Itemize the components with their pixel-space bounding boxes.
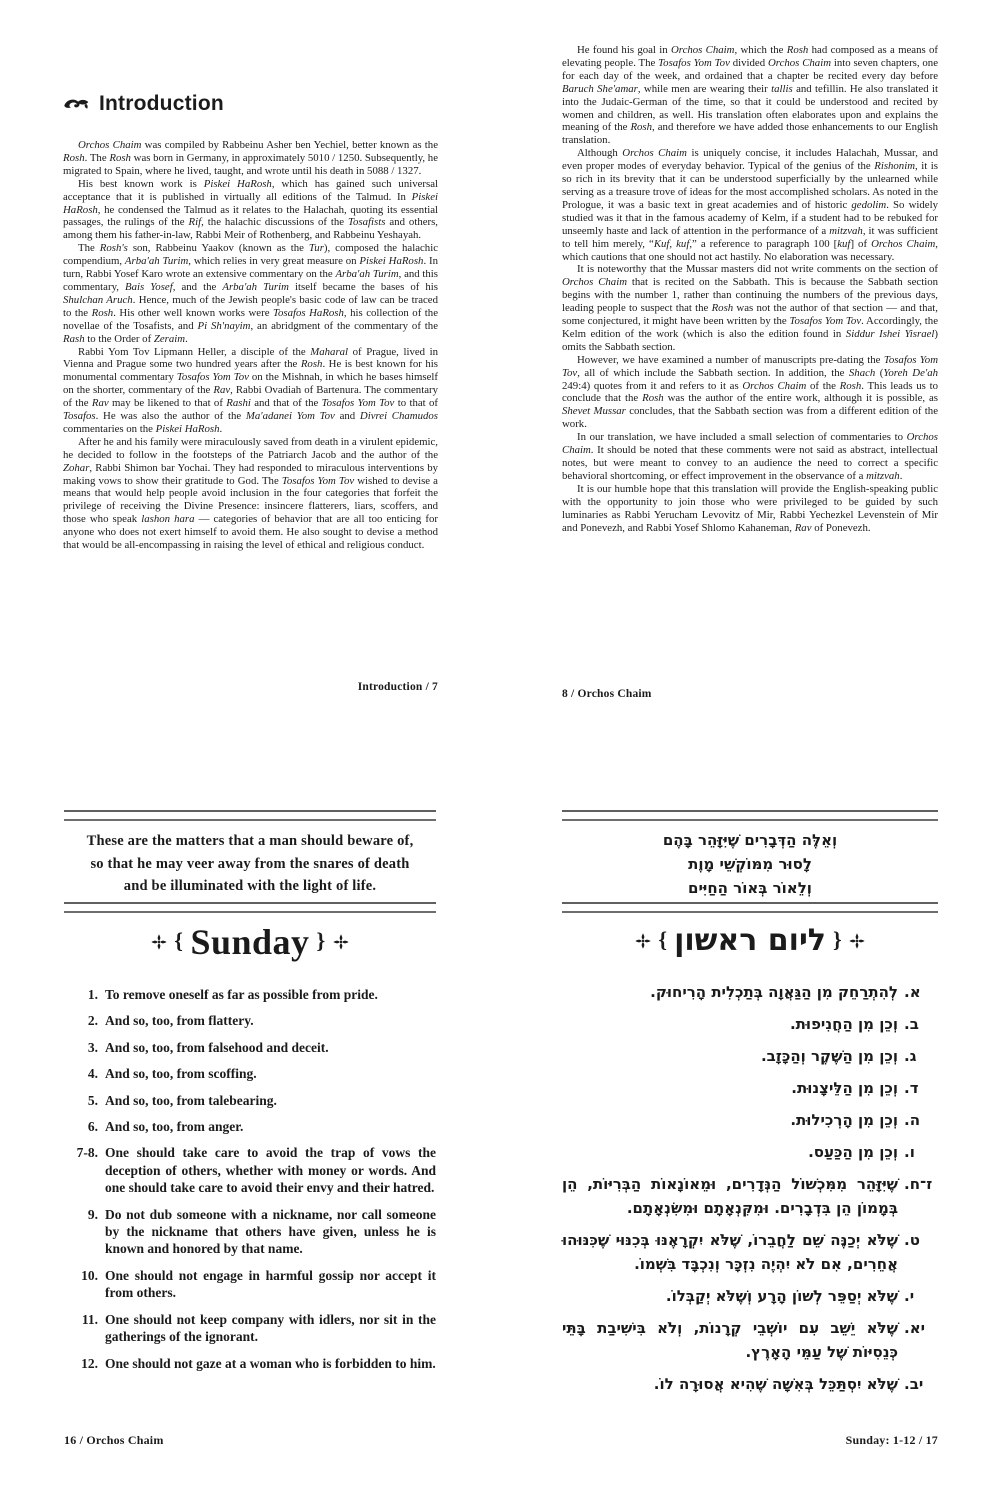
- page-title: Introduction: [99, 92, 224, 115]
- page-footer-16: 16 / Orchos Chaim: [64, 1433, 164, 1447]
- paragraph: Although Orchos Chaim is uniquely concise, it includes Halachah, Mussar, and even proper modes of everyday behavior. Typical of the genius of the Rishonim, it is so rich in its brevity that it can be understood superficially by the unlearned while serving as a treasure trove of ideas for the most accomplished scholars. As noted in the Prologue, it was a basic text in great academies and of historic gedolim. So widely studied was it that in the famous academy of Kelm, if a student had to be rebuked for unseemly haste and lack of attention in the performance of a mitzvah, it was sufficient to tell him merely, “Kuf, kuf,” a reference to paragraph 100 [kuf] of Orchos Chaim, which cautions that one should not act hastily. No elaboration was necessary.: [562, 147, 939, 263]
- heading-brace-left: {: [174, 928, 184, 953]
- item-number: יא.: [904, 1319, 926, 1337]
- item-number: 2.: [87, 1013, 98, 1029]
- fleuron-icon: [635, 933, 651, 949]
- item-text: וְכֵן מִן הַשֶּׁקֶר וְהַכָּזָב.: [760, 1047, 898, 1065]
- epigraph-hebrew: [562, 828, 938, 900]
- list-item: [64, 1039, 436, 1056]
- item-text: שֶׁלֹּא יְכַנֶּה שֵׁם לַחֲבֵרוֹ, שֶׁלֹּא יִקְרָאֶנּוּ בְּכִנּוּי שֶׁכִּנּוּהוּ אֲחֵרִים, אִם לֹא יִהְיֶה נִזְכָּר וְנִכְבָּד בִּשְׁמוֹ.: [562, 1231, 898, 1273]
- item-number: א.: [904, 983, 921, 1001]
- item-text: One should not gaze at a woman who is forbidden to him.: [105, 1355, 436, 1371]
- list-item: [562, 1284, 938, 1308]
- list-item: [562, 1228, 938, 1276]
- item-text: וְכֵן מִן הָרְכִילוּת.: [790, 1111, 898, 1129]
- item-number: ג.: [904, 1047, 917, 1065]
- epigraph-english: [64, 830, 436, 898]
- item-number: 12.: [81, 1355, 98, 1371]
- list-item: [562, 1044, 938, 1068]
- list-item: [64, 1267, 436, 1302]
- item-text: וְכֵן מִן הַלֵּיצָנוּת.: [791, 1079, 898, 1097]
- item-text: Do not dub someone with a nickname, nor call someone by the nickname that others have given, unless he is known and honored by that name.: [105, 1206, 436, 1257]
- epigraph-line: וְאֵלֶּה הַדְּבָרִים שֶׁיִּזָּהֵר בָּהֶם: [662, 831, 838, 849]
- fleuron-icon: [849, 933, 865, 949]
- paragraph: However, we have examined a number of manuscripts pre-dating the Tosafos Yom Tov, all of which include the Sabbath section. In addition, the Shach (Yoreh De'ah 249:4) quotes from it and refers to it as Orchos Chaim of the Rosh. This leads us to conclude that the Rosh was the author of the entire work, although it is possible, as Shevet Mussar concludes, that the Sabbath section was from a different edition of the work.: [562, 353, 938, 431]
- item-text: וְכֵן מִן הַחֲנִיפוּת.: [789, 1015, 898, 1033]
- yom-rishon-heading-text: ליום ראשון: [674, 923, 826, 958]
- item-number: ט.: [904, 1231, 920, 1249]
- sunday-list-english: [64, 986, 436, 1381]
- page-footer-8: 8 / Orchos Chaim: [562, 688, 652, 700]
- item-number: 7-8.: [76, 1145, 98, 1161]
- item-text: שֶׁלֹּא יֵשֵׁב עִם יוֹשְׁבֵי קְרָנוֹת, וְלֹא בִּישִׁיבַת בָּתֵּי כְּנֵסִיּוֹת שֶׁל עַמֵּי הָאָרֶץ.: [562, 1319, 898, 1361]
- paragraph: It is noteworthy that the Mussar masters did not write comments on the section of Orchos Chaim that is recited on the Sabbath. This is because the Sabbath section begins with the number 1, rather than continuing the numbers of the previous days, leading people to suspect that the Rosh was not the author of that section — and that, some conjectured, it might have been written by the Tosafos Yom Tov. Accordingly, the Kelm edition of the work (which is also the edition found in Siddur Ishei Yisrael) omits the Sabbath section.: [562, 263, 939, 353]
- intro-page: [63, 92, 438, 552]
- item-number: 6.: [87, 1119, 98, 1135]
- item-number: יב.: [904, 1375, 924, 1393]
- item-number: 10.: [81, 1267, 98, 1283]
- leaf-scroll-ornament-icon: [63, 97, 90, 112]
- item-text: וְכֵן מִן הַכַּעַס.: [808, 1143, 898, 1161]
- sunday-heading-text: Sunday: [190, 922, 310, 962]
- item-number: 11.: [81, 1311, 98, 1327]
- epigraph-line: and be illuminated with the light of life.: [123, 878, 377, 894]
- intro-heading: [63, 92, 438, 116]
- list-item: [562, 980, 938, 1004]
- item-number: ב.: [904, 1015, 919, 1033]
- paragraph: He found his goal in Orchos Chaim, which the Rosh had composed as a means of elevating people. The Tosafos Yom Tov divided Orchos Chaim into seven chapters, one for each day of the week, and ordained that a chapter be recited every day before Baruch She'amar, while men are wearing their tallis and tefillin. He also translated it into the Judaic-German of the time, so that it could be understood and recited by women and children, as well. His translation often elaborates upon and explains the meaning of the Rosh, and therefore we have added those enhancements to our English translation.: [562, 44, 938, 147]
- paragraph: The Rosh's son, Rabbeinu Yaakov (known as the Tur), composed the halachic compendium, Arba'ah Turim, which relies in very great measure on Piskei HaRosh. In turn, Rabbi Yosef Karo wrote an extensive commentary on the Arba'ah Turim, and this commentary, Bais Yosef, and the Arba'ah Turim itself became the bases of his Shulchan Aruch. Hence, much of the Jewish people's basic code of law can be traced to the Rosh. His other well known works were Tosafos HaRosh, his collection of the novellae of the Tosafists, and Pi Sh'nayim, an abridgment of the commentary of the Rash to the Order of Zeraim.: [63, 242, 439, 345]
- item-text: To remove oneself as far as possible from pride.: [105, 987, 378, 1002]
- item-text: And so, too, from talebearing.: [105, 1092, 277, 1108]
- item-number: 1.: [87, 987, 98, 1002]
- item-text: And so, too, from falsehood and deceit.: [105, 1039, 329, 1055]
- double-rule: [64, 810, 436, 821]
- item-text: שֶׁיִּזָּהֵר מִמִּכְשׁוֹל הַנְּדָרִים, וּמֵאוֹנָאוֹת הַבְּרִיּוֹת, הֵן בְּמָמוֹן הֵן בִּדְבָרִים. וּמִקִּנְאָתָם וּמִשִּׂנְאָתָם.: [562, 1175, 898, 1217]
- paragraph: In our translation, we have included a small selection of commentaries to Orchos Chaim. It should be noted that these comments were not said as abstract, intellectual notes, but were meant to convey to an audience the need to correct a specific behavioral shortcoming, or effect improvement in the observance of a mitzvah.: [562, 431, 938, 482]
- sunday-list-hebrew: [562, 980, 938, 1404]
- item-number: ד.: [904, 1079, 919, 1097]
- page-footer-17: Sunday: 1-12 / 17: [845, 1433, 938, 1447]
- item-text: לְהִתְרַחֵק מִן הַגַּאֲוָה בְּתַכְלִית הָרִיחוּק.: [650, 983, 898, 1001]
- item-number: 3.: [87, 1039, 98, 1055]
- orchos-chaim-page-8: [562, 44, 938, 534]
- list-item: [64, 1065, 436, 1082]
- intro-body: [63, 139, 438, 552]
- paragraph: It is our humble hope that this translation will provide the English-speaking public with the opportunity to join those who were privileged to be guided by such luminaries as Rabbi Yerucham Levovitz of Mir, Rabbi Yechezkel Levenstein of Mir and Ponevezh, and Rabbi Yosef Shlomo Kahaneman, Rav of Ponevezh.: [562, 482, 938, 534]
- item-text: One should not keep company with idlers, nor sit in the gatherings of the ignorant.: [105, 1311, 436, 1345]
- list-item: [64, 1355, 436, 1372]
- list-item: [64, 1144, 436, 1196]
- list-item: [562, 1172, 938, 1220]
- item-number: ה.: [904, 1111, 921, 1129]
- item-number: 4.: [87, 1066, 98, 1082]
- heading-brace-right: }: [832, 926, 842, 952]
- list-item: [64, 986, 436, 1003]
- list-item: [64, 1118, 436, 1135]
- double-rule: [562, 902, 938, 913]
- item-text: And so, too, from scoffing.: [105, 1066, 257, 1082]
- epigraph-line: These are the matters that a man should beware of,: [86, 833, 414, 849]
- item-number: 9.: [87, 1206, 98, 1222]
- item-text: שֶׁלֹּא יִסְתַּכֵּל בְּאִשָּׁה שֶׁהִיא אֲסוּרָה לוֹ.: [653, 1375, 898, 1393]
- heading-brace-left: {: [658, 926, 668, 952]
- double-rule: [562, 810, 938, 821]
- list-item: [562, 1076, 938, 1100]
- page-footer-intro: Introduction / 7: [357, 681, 438, 693]
- list-item: [562, 1108, 938, 1132]
- list-item: [64, 1206, 436, 1258]
- paragraph: After he and his family were miraculously saved from death in a virulent epidemic, he decided to follow in the footsteps of the Patriarch Jacob and the author of the Zohar, Rabbi Shimon bar Yochai. They had responded to miraculous interventions by making vows to show their gratitude to God. The Tosafos Yom Tov wished to devise a means that would help people avoid inclusion in the four categories that forfeit the privilege of receiving the Divine Presence: insincere flatterers, liars, scoffers, and those who speak lashon hara — categories of behavior that are all too enticing for anyone who does not exert himself to avoid them. He also sought to devise a method that would be all-encompassing in raising the level of ethical and religious conduct.: [63, 435, 438, 552]
- paragraph: Rabbi Yom Tov Lipmann Heller, a disciple of the Maharal of Prague, lived in Vienna and Prague some two hundred years after the Rosh. He is best known for his monumental commentary Tosafos Yom Tov on the Mishnah, in which he bases himself on the shorter, commentary of the Rav, Rabbi Ovadiah of Bartenura. The commentary of the Rav may be likened to that of Rashi and that of the Tosafos Yom Tov to that of Tosafos. He was also the author of the Ma'adanei Yom Tov and Divrei Chamudos commentaries on the Piskei HaRosh.: [63, 345, 439, 435]
- list-item: [64, 1092, 436, 1109]
- epigraph-line: וְלֵאוֹר בְּאוֹר הַחַיִּים: [688, 879, 812, 897]
- item-text: And so, too, from anger.: [105, 1119, 244, 1135]
- list-item: [562, 1012, 938, 1036]
- list-item: [64, 1311, 436, 1346]
- item-text: One should take care to avoid the trap of vows the deception of others, whether with money or words. And one should take care to avoid their envy and their hatred.: [105, 1145, 436, 1196]
- item-text: And so, too, from flattery.: [105, 1013, 254, 1029]
- fleuron-icon: [333, 934, 349, 950]
- item-number: י.: [904, 1287, 915, 1305]
- item-number: ו.: [904, 1143, 915, 1161]
- epigraph-line: so that he may veer away from the snares of death: [90, 855, 410, 872]
- list-item: [562, 1140, 938, 1164]
- heading-brace-right: }: [316, 928, 326, 953]
- item-number: 5.: [87, 1092, 98, 1108]
- yom-rishon-heading: [562, 923, 938, 958]
- fleuron-icon: [151, 934, 167, 950]
- list-item: [562, 1372, 938, 1396]
- page8-body: [562, 44, 938, 534]
- item-number: ז־ח.: [904, 1175, 933, 1193]
- list-item: [64, 1012, 436, 1029]
- sunday-heading: [64, 921, 436, 963]
- list-item: [562, 1316, 938, 1364]
- item-text: שֶׁלֹּא יְסַפֵּר לְשׁוֹן הָרָע וְשֶׁלֹּא יְקַבְּלוֹ.: [665, 1287, 898, 1305]
- paragraph: His best known work is Piskei HaRosh, which has gained such universal acceptance that it is published in virtually all editions of the Talmud. In Piskei HaRosh, he condensed the Talmud as it relates to the Halachah, quoting its essential passages, the rulings of the Rif, the halachic discussions of the Tosafists and others, among them his father-in-law, Rabbi Meir of Rothenberg, and Rabbeinu Yeshayah.: [63, 177, 439, 242]
- item-text: One should not engage in harmful gossip nor accept it from others.: [105, 1267, 436, 1301]
- epigraph-line: לָסוּר מִמּוֹקְשֵׁי מָוֶת: [688, 855, 812, 873]
- paragraph: Orchos Chaim was compiled by Rabbeinu Asher ben Yechiel, better known as the Rosh. The Rosh was born in Germany, in approximately 5010 / 1250. Subsequently, he migrated to Spain, where he lived, taught, and wrote until his death in 5088 / 1327.: [63, 139, 438, 177]
- double-rule: [64, 902, 436, 913]
